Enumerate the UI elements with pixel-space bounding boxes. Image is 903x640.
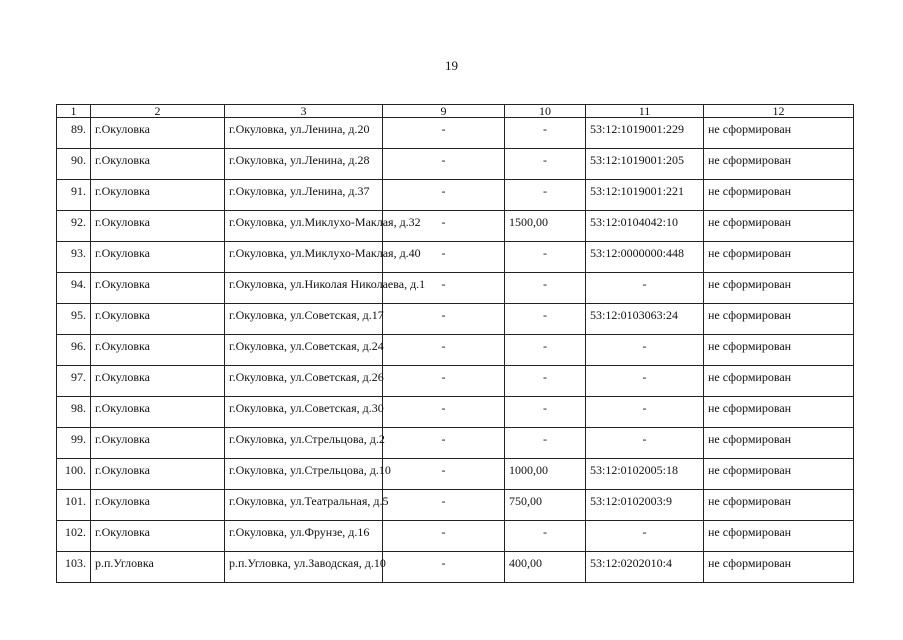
column-9-cell: -: [383, 397, 505, 428]
address-cell: г.Окуловка, ул.Фрунзе, д.16: [225, 521, 383, 552]
locality-cell: г.Окуловка: [91, 521, 225, 552]
table-row: [57, 180, 854, 211]
column-10-cell: 400,00: [505, 552, 586, 583]
column-9-cell: -: [383, 211, 505, 242]
locality-cell: г.Окуловка: [91, 273, 225, 304]
table-row: [57, 149, 854, 180]
address-cell: г.Окуловка, ул.Стрельцова, д.2: [225, 428, 383, 459]
locality-cell: г.Окуловка: [91, 490, 225, 521]
column-9-cell: -: [383, 459, 505, 490]
row-number-cell: 96.: [57, 335, 91, 366]
address-cell: г.Окуловка, ул.Советская, д.24: [225, 335, 383, 366]
address-cell: г.Окуловка, ул.Советская, д.30: [225, 397, 383, 428]
column-10-cell: -: [505, 273, 586, 304]
table-row: [57, 397, 854, 428]
cadastral-number-cell: 53:12:0103063:24: [586, 304, 704, 335]
table-row: [57, 490, 854, 521]
cadastral-number-cell: 53:12:0000000:448: [586, 242, 704, 273]
table-row: [57, 242, 854, 273]
status-cell: не сформирован: [704, 211, 854, 242]
column-header: 9: [383, 105, 505, 118]
locality-cell: г.Окуловка: [91, 149, 225, 180]
column-10-cell: -: [505, 521, 586, 552]
column-header: 10: [505, 105, 586, 118]
row-number-cell: 102.: [57, 521, 91, 552]
column-9-cell: -: [383, 521, 505, 552]
locality-cell: г.Окуловка: [91, 459, 225, 490]
locality-cell: г.Окуловка: [91, 180, 225, 211]
table-row: [57, 521, 854, 552]
row-number-cell: 92.: [57, 211, 91, 242]
table-row: [57, 304, 854, 335]
column-10-cell: -: [505, 180, 586, 211]
table-row: [57, 335, 854, 366]
address-cell: г.Окуловка, ул.Ленина, д.28: [225, 149, 383, 180]
table-row: [57, 366, 854, 397]
row-number-cell: 99.: [57, 428, 91, 459]
status-cell: не сформирован: [704, 304, 854, 335]
address-cell: г.Окуловка, ул.Ленина, д.37: [225, 180, 383, 211]
column-9-cell: -: [383, 118, 505, 149]
address-cell: г.Окуловка, ул.Театральная, д.5: [225, 490, 383, 521]
address-cell: г.Окуловка, ул.Миклухо-Маклая, д.32: [225, 211, 383, 242]
column-header: 12: [704, 105, 854, 118]
status-cell: не сформирован: [704, 273, 854, 304]
address-cell: г.Окуловка, ул.Ленина, д.20: [225, 118, 383, 149]
row-number-cell: 95.: [57, 304, 91, 335]
row-number-cell: 93.: [57, 242, 91, 273]
registry-table: [56, 104, 854, 583]
status-cell: не сформирован: [704, 149, 854, 180]
address-cell: г.Окуловка, ул.Стрельцова, д.10: [225, 459, 383, 490]
cadastral-number-cell: -: [586, 521, 704, 552]
column-9-cell: -: [383, 242, 505, 273]
column-9-cell: -: [383, 304, 505, 335]
cadastral-number-cell: -: [586, 366, 704, 397]
address-cell: г.Окуловка, ул.Николая Николаева, д.1: [225, 273, 383, 304]
table-row: [57, 428, 854, 459]
status-cell: не сформирован: [704, 118, 854, 149]
status-cell: не сформирован: [704, 428, 854, 459]
table-row: [57, 552, 854, 583]
status-cell: не сформирован: [704, 397, 854, 428]
table-row: [57, 459, 854, 490]
column-10-cell: -: [505, 304, 586, 335]
column-9-cell: -: [383, 366, 505, 397]
address-cell: г.Окуловка, ул.Советская, д.17: [225, 304, 383, 335]
cadastral-number-cell: -: [586, 397, 704, 428]
cadastral-number-cell: 53:12:0102003:9: [586, 490, 704, 521]
table-row: [57, 211, 854, 242]
row-number-cell: 91.: [57, 180, 91, 211]
locality-cell: г.Окуловка: [91, 366, 225, 397]
locality-cell: г.Окуловка: [91, 335, 225, 366]
column-9-cell: -: [383, 490, 505, 521]
column-header: 1: [57, 105, 91, 118]
status-cell: не сформирован: [704, 490, 854, 521]
column-9-cell: -: [383, 428, 505, 459]
cadastral-number-cell: 53:12:0104042:10: [586, 211, 704, 242]
column-10-cell: -: [505, 335, 586, 366]
status-cell: не сформирован: [704, 335, 854, 366]
cadastral-number-cell: -: [586, 273, 704, 304]
table-header-row: [57, 105, 854, 118]
column-9-cell: -: [383, 149, 505, 180]
column-9-cell: -: [383, 552, 505, 583]
row-number-cell: 101.: [57, 490, 91, 521]
status-cell: не сформирован: [704, 459, 854, 490]
column-10-cell: 1000,00: [505, 459, 586, 490]
row-number-cell: 97.: [57, 366, 91, 397]
cadastral-number-cell: 53:12:0202010:4: [586, 552, 704, 583]
column-9-cell: -: [383, 273, 505, 304]
status-cell: не сформирован: [704, 366, 854, 397]
address-cell: г.Окуловка, ул.Миклухо-Маклая, д.40: [225, 242, 383, 273]
locality-cell: р.п.Угловка: [91, 552, 225, 583]
locality-cell: г.Окуловка: [91, 304, 225, 335]
table-row: [57, 273, 854, 304]
column-9-cell: -: [383, 335, 505, 366]
column-header: 3: [225, 105, 383, 118]
cadastral-number-cell: -: [586, 428, 704, 459]
address-cell: г.Окуловка, ул.Советская, д.26: [225, 366, 383, 397]
cadastral-number-cell: 53:12:1019001:205: [586, 149, 704, 180]
row-number-cell: 98.: [57, 397, 91, 428]
column-10-cell: -: [505, 366, 586, 397]
status-cell: не сформирован: [704, 521, 854, 552]
cadastral-number-cell: 53:12:1019001:221: [586, 180, 704, 211]
locality-cell: г.Окуловка: [91, 397, 225, 428]
column-10-cell: -: [505, 118, 586, 149]
column-header: 2: [91, 105, 225, 118]
row-number-cell: 89.: [57, 118, 91, 149]
locality-cell: г.Окуловка: [91, 242, 225, 273]
locality-cell: г.Окуловка: [91, 211, 225, 242]
column-10-cell: 1500,00: [505, 211, 586, 242]
column-10-cell: -: [505, 428, 586, 459]
page-number: 19: [445, 58, 458, 73]
column-10-cell: -: [505, 242, 586, 273]
column-9-cell: -: [383, 180, 505, 211]
row-number-cell: 94.: [57, 273, 91, 304]
column-10-cell: -: [505, 149, 586, 180]
column-header: 11: [586, 105, 704, 118]
locality-cell: г.Окуловка: [91, 118, 225, 149]
row-number-cell: 90.: [57, 149, 91, 180]
status-cell: не сформирован: [704, 552, 854, 583]
cadastral-number-cell: 53:12:1019001:229: [586, 118, 704, 149]
row-number-cell: 103.: [57, 552, 91, 583]
address-cell: р.п.Угловка, ул.Заводская, д.10: [225, 552, 383, 583]
cadastral-number-cell: -: [586, 335, 704, 366]
status-cell: не сформирован: [704, 242, 854, 273]
column-10-cell: 750,00: [505, 490, 586, 521]
status-cell: не сформирован: [704, 180, 854, 211]
column-10-cell: -: [505, 397, 586, 428]
cadastral-number-cell: 53:12:0102005:18: [586, 459, 704, 490]
table-row: [57, 118, 854, 149]
row-number-cell: 100.: [57, 459, 91, 490]
locality-cell: г.Окуловка: [91, 428, 225, 459]
